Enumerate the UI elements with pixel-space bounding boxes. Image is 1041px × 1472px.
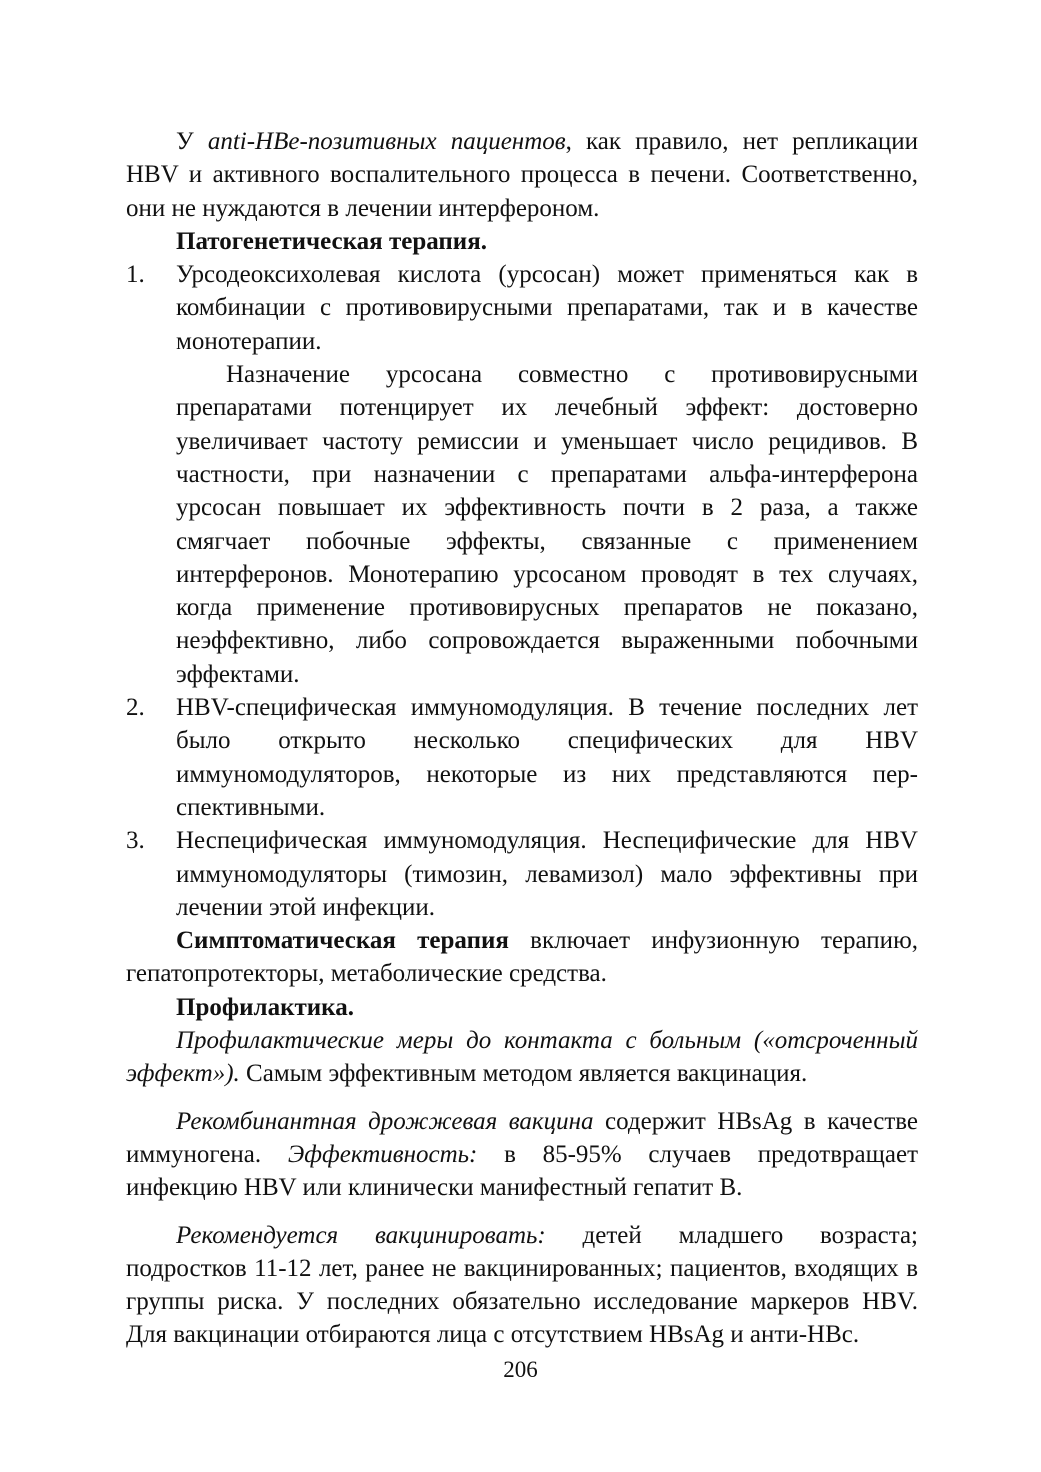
paragraph-text: в 85-95% случаев предотвращает инфекцию HBV или клинически манифестный гепатит B. [126, 1140, 918, 1202]
list-item-text: Неспецифическая иммуномодуляция. Неспецифические для HBV иммуномодуляторы (тимозин, левамизол) мало эффективны при лечении этой инфекции. [176, 827, 918, 921]
list-item-3 [126, 824, 918, 924]
paragraph-text: содержит HBsAg в качестве иммуногена. [126, 1107, 919, 1168]
list-item-1 [126, 258, 918, 691]
paragraph-prophylaxis-measures [126, 1024, 918, 1091]
paragraph-recombinant-vaccine [126, 1105, 918, 1205]
list-item-text: HBV-специфическая иммуномодуляция. В течение последних лет было открыто несколько специфических для HBV иммуномодуляторов, некоторые из них представляются перспективными. [176, 694, 918, 821]
paragraph-rest: детей младшего возраста; подростков 11-12 лет, ранее не вакцинированных; пациентов, входящих в группы риска. У последних обязательно исследование маркеров HBV. Для вакцинации отбираются лица с отсутствием HBsAg и анти-HBc. [126, 1221, 919, 1349]
paragraph-rest: Самым эффективным методом является вакцинация. [239, 1060, 808, 1088]
vaccine-term: Рекомбинантная дрожжевая вакцина [176, 1107, 594, 1135]
list-number: 2. [126, 694, 145, 722]
recommendation-term: Рекомендуется вакцинировать: [176, 1221, 546, 1249]
page-number: 206 [503, 1357, 538, 1382]
list-number: 1. [126, 261, 145, 289]
list-item-2 [126, 691, 918, 824]
heading-pathogenetic-therapy: Патогенетическая терапия. [176, 227, 487, 255]
paragraph-symptomatic-therapy [126, 924, 918, 991]
symptomatic-term: Симптоматическая терапия [176, 927, 509, 955]
list-item-text: Урсодеоксихолевая кислота (урсосан) может применяться как в комбинации с противовирусными препаратами, так и в качестве монотерапии. [176, 261, 918, 355]
anti-hbe-term: anti-HBe-позитивных пациентов [207, 128, 566, 155]
paragraph-lead: У [176, 128, 208, 155]
paragraph-rest: , как правило, нет репликации HBV и активного воспалительного процесса в печени. Соответственно, они не нуждаются в лечении интерфероном. [126, 128, 919, 222]
list-number: 3. [126, 827, 145, 855]
page-body [126, 125, 918, 1352]
heading-prophylaxis: Профилактика. [176, 993, 354, 1021]
efficacy-term: Эффективность: [287, 1140, 478, 1168]
prophylaxis-term: Профилактические меры до контакта с больным («отсроченный эффект»). [126, 1027, 918, 1088]
paragraph-rest: включает инфузионную терапию, гепатопротекторы, метаболические средства. [126, 927, 918, 988]
list-item-sub-paragraph: Назначение урсосана совместно с противовирусными препаратами потенцирует их лечебный эффект: достоверно увеличивает частоту ремиссии и уменьшает число рецидивов. В частности, при назначении с препаратами альфа-интерферона урсосан повышает их эффективность почти в 2 раза, а также смягчает побочные эффекты, связанные с применением интерферонов. Монотерапию урсосаном проводят в тех случаях, когда применение противовирусных препаратов не показано, неэффективно, либо сопровождается выраженными побочными эффектами. [176, 361, 918, 688]
paragraph-vaccination-recommendation [126, 1219, 918, 1352]
paragraph-anti-hbe [126, 125, 918, 225]
